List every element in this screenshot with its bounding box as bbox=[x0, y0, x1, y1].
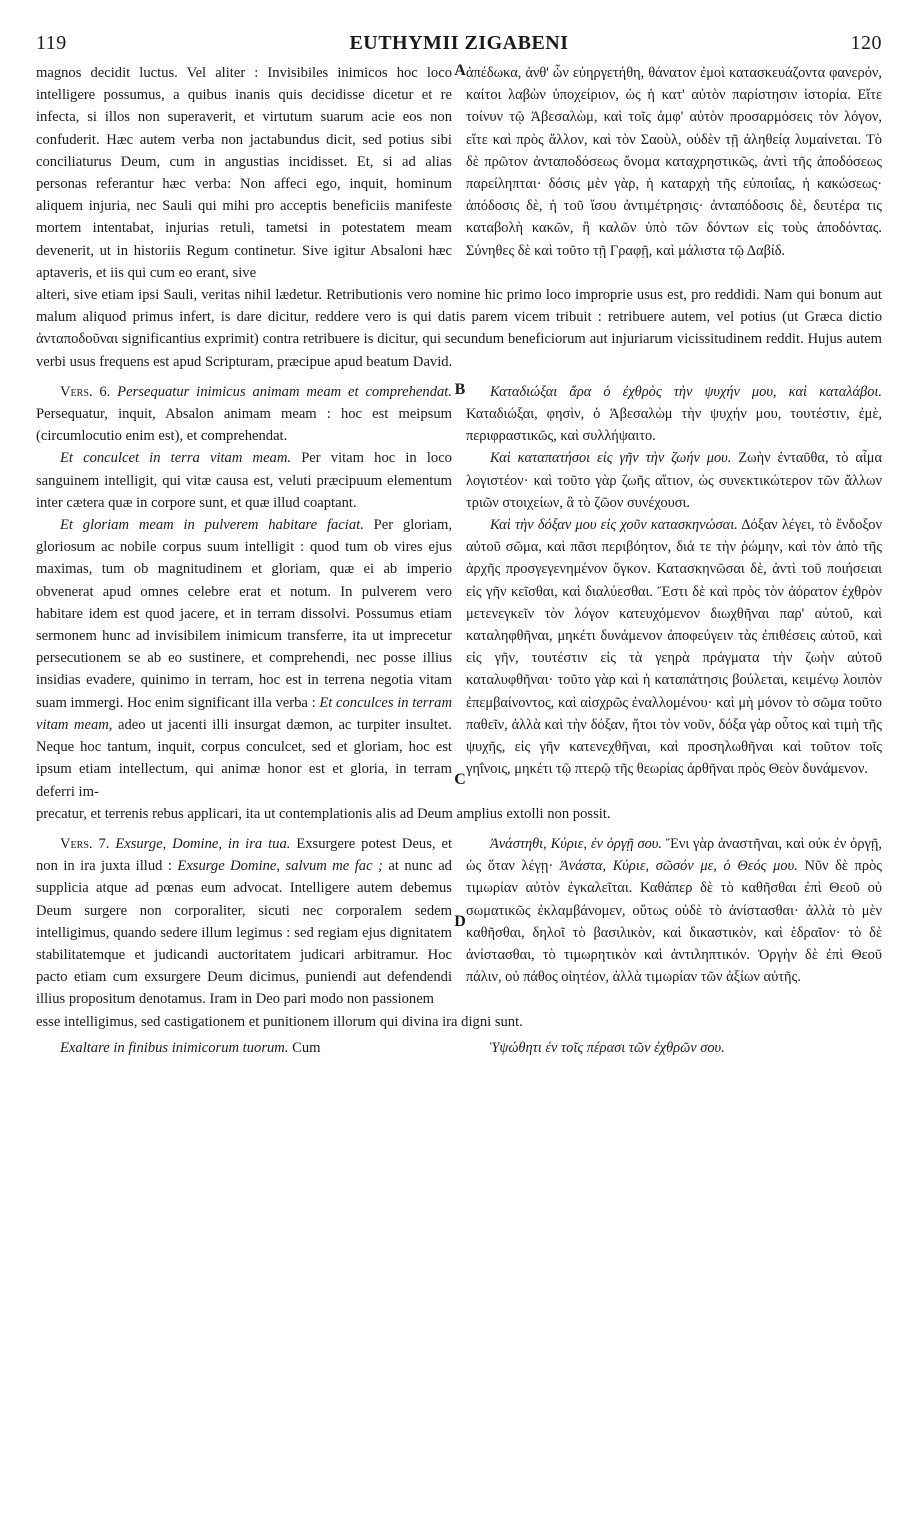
greek-quote: Ἀνάστα, Κύριε, σῶσόν με, ὁ Θεός μου. bbox=[559, 858, 798, 875]
greek-commentary: Νῦν δὲ πρὸς τιμωρίαν αὐτὸν ἐγκαλεῖται. Καθάπερ δὲ τὸ καθῆσθαι ἐπὶ Θεοῦ οὐ σωματικῶς ἐκλαμβάνομεν, οὕτως οὐδὲ τὸ ἀνίστασθαι· ἀλλὰ τὸ μὲν καθῆσθαι, δηλοῖ τὸ βασιλικὸν, καὶ δικαστικὸν, καὶ ἑδραῖον· τὸ δὲ ἀνίστασθαι, τὸ τιμωρητικὸν καὶ ἀντιληπτικόν. Ὀργὴν δὲ ἐπὶ Θεοῦ πάλιν, οὐ πάθος οἰητέον, ἀλλὰ τιμωρίαν τῶν ἀξίων αὐτῆς. bbox=[466, 858, 882, 986]
greek-lemma: Καὶ τὴν δόξαν μου εἰς χοῦν κατασκηνώσαι. bbox=[490, 517, 738, 534]
latin-verse-paragraph bbox=[36, 381, 452, 448]
greek-column bbox=[466, 381, 882, 803]
full-width-paragraph: precatur, et terrenis rebus applicari, ita ut contemplationis alis ad Deum amplius extolli non possit. bbox=[36, 805, 611, 822]
latin-commentary: Per vitam hoc in loco sanguinem intelligit, qui vitæ causa est, veluti præcipuum elementum inter cætera quæ in corpore sunt, et quæ illud coaptant. bbox=[36, 450, 452, 511]
latin-verse-paragraph bbox=[36, 514, 452, 803]
greek-verse-paragraph bbox=[466, 447, 882, 514]
greek-lemma: Ὑψώθητι ἐν τοῖς πέρασι τῶν ἐχθρῶν σου. bbox=[490, 1039, 725, 1056]
latin-column bbox=[36, 833, 452, 1011]
greek-column bbox=[466, 62, 882, 284]
latin-quote: Exsurge Domine, salvum me fac ; bbox=[177, 858, 383, 875]
latin-commentary: Exsurgere potest Deus, et non in ira juxta illud : bbox=[36, 835, 453, 875]
latin-column bbox=[36, 62, 452, 284]
latin-column bbox=[36, 381, 452, 803]
greek-commentary: Ἔνι γὰρ ἀναστῆναι, καὶ οὐκ ἐν ὀργῇ, ὡς ὅταν λέγῃ· bbox=[466, 835, 883, 875]
page bbox=[36, 28, 882, 1059]
greek-verse-paragraph bbox=[466, 514, 882, 780]
latin-commentary: adeo ut jacenti illi insurgat dæmon, ac turpiter insultet. Neque hoc tantum, inquit, corpus conculcet, sed et gloriam, hoc est ipsum etiam intellectum, qui animæ honor est et gloria, in terram deferri im- bbox=[36, 716, 452, 800]
greek-column bbox=[466, 833, 882, 1011]
page-number-right: 120 bbox=[850, 32, 882, 54]
greek-verse-paragraph bbox=[466, 833, 882, 988]
latin-commentary: Persequatur, inquit, Absalon animam meam : hoc est meipsum (circumlocutio enim est), et comprehendat. bbox=[36, 406, 452, 445]
greek-commentary: Δόξαν λέγει, τὸ ἔνδοξον αὐτοῦ σῶμα, καὶ πᾶσι περιβόητον, διά τε τὴν ῥώμην, καὶ τὸν ἀπὸ τῆς ἀρχῆς προσγεγενημένον ὄγκον. Κατασκηνῶσαι δὲ, ἀντὶ τοῦ ποιήσειαι εἰς γῆν κεῖσθαι, καὶ διαλύεσθαι. Ἔστι δὲ καὶ πρὸς τὸν ἀόρατον ἐχθρὸν μετενεγκεῖν τὸν λόγον κατευχόμενον διωχθῆναι παρ' αὐτοῦ, καὶ καταληφθῆναι, μηκέτι δυνάμενον ἀποφεύγειν τὰς ἐπιθέσεις αὐτοῦ, καὶ εἰς γῆν, τουτέστιν εἰς τὰ γεηρὰ πράγματα τὴν ζωὴν αὐτοῦ καταλυφθῆναι· τοῦτο γὰρ καὶ ἡ καταπάτησις βούλεται, κειμένῳ λοιπὸν ἐπεμβαίνοντος, καὶ αἰσχρῶς ἐναλλομένου· καὶ μὴ μόνον τὸ σῶμα τοῦτο παθεῖν, ἀλλὰ καὶ τὴν δόξαν, ἤτοι τὸν νοῦν, δόξα γὰρ οὗτος καὶ τιμὴ τῆς ψυχῆς, εἰς γῆν κατενεχθῆναι, καὶ προσηλωθῆναι καὶ τοῦτον τοῖς γηΐνοις, μηκέτι τῷ πτερῷ τῆς θεωρίας ἀρθῆναι πρὸς Θεὸν δυνάμενον. bbox=[466, 517, 882, 778]
greek-commentary: Ζωὴν ἐνταῦθα, τὸ αἷμα λογιστέον· καὶ τοῦτο γὰρ ζωῆς αἴτιον, ὡς συνεκτικώτερον τῶν ἄλλων τριῶν στοιχείων, ἃ τὸ ζῶον συνέχουσι. bbox=[466, 450, 883, 511]
greek-lemma: Ἀνάστηθι, Κύριε, ἐν ὀργῇ σου. bbox=[490, 835, 662, 852]
latin-lemma: Exaltare in finibus inimicorum tuorum. bbox=[60, 1039, 289, 1056]
section-b bbox=[36, 381, 882, 803]
section-marker-b: B bbox=[454, 380, 466, 398]
verse-number: Vers. 6. bbox=[60, 383, 111, 400]
latin-verse-paragraph bbox=[36, 1037, 452, 1059]
page-header bbox=[36, 28, 882, 62]
page-number-left: 119 bbox=[36, 32, 67, 54]
latin-paragraph: magnos decidit luctus. Vel aliter : Invisibiles inimicos hoc loco intelligere possumus, a quibus inanis quis decidisse dicetur et re infecta, si illos non superaverit, et virtutum suarum acie eos non confuderit. Hæc autem verba non jactabundus dicit, sed potius sibi conciliaturus Deum, cum in angustias incidisset. Et, si ad alias personas referantur hæc verba: Non affeci ego, inquit, hominum aliquem injuria, nec Sauli qui mihi pro acceptis beneficiis manifeste mortem intentabat, injurias retuli, tametsi in potestatem meam devenerit, ut in historiis Regum continetur. Sive igitur Absaloni hæc aptaveris, et iis qui cum eo erant, sive bbox=[36, 65, 452, 281]
greek-lemma: Καὶ καταπατήσοι εἰς γῆν τὴν ζωήν μου. bbox=[490, 450, 732, 467]
section-marker-c: C bbox=[454, 770, 466, 788]
latin-commentary: Cum bbox=[292, 1039, 321, 1056]
section-marker-d: D bbox=[454, 912, 466, 930]
section-e bbox=[36, 1037, 882, 1059]
verse-number: Vers. 7. bbox=[60, 835, 110, 852]
section-d bbox=[36, 833, 882, 1011]
running-title: EUTHYMII ZIGABENI bbox=[349, 32, 569, 54]
greek-verse-paragraph bbox=[466, 381, 882, 448]
latin-verse-paragraph bbox=[36, 447, 452, 514]
greek-verse-paragraph bbox=[466, 1037, 882, 1059]
latin-lemma: Et gloriam meam in pulverem habitare faciat. bbox=[60, 517, 364, 534]
latin-quote: Et conculces in terram vitam meam, bbox=[36, 694, 452, 733]
section-marker-a: A bbox=[454, 62, 466, 79]
full-width-paragraph: esse intelligimus, sed castigationem et punitionem illorum qui divina ira digni sunt. bbox=[36, 1013, 523, 1030]
latin-lemma: Persequatur inimicus animam meam et comprehendat. bbox=[117, 383, 452, 400]
latin-lemma: Et conculcet in terra vitam meam. bbox=[60, 450, 292, 467]
section-a bbox=[36, 62, 882, 284]
latin-lemma: Exsurge, Domine, in ira tua. bbox=[115, 835, 291, 852]
latin-column bbox=[36, 1037, 452, 1059]
greek-paragraph: ἀπέδωκα, ἀνθ' ὧν εὐηργετήθη, θάνατον ἐμοὶ κατασκευάζοντα φανερόν, καίτοι λαβὼν ὑποχείριον, ὡς ἡ κατ' αὐτὸν παρίστησιν ἱστορία. Εἴτε τοίνυν τῷ Ἀβεσαλὼμ, καὶ τοῖς ἀμφ' αὐτὸν προσαρμόσεις τὸν λόγον, εἴτε καὶ πρὸς ἄλλον, καὶ τὸν Σαοὺλ, οὐδὲν τῇ ἀληθείᾳ λυμαίνεται. Τὸ δὲ πρῶτον ἀνταποδόσεως ὄνομα καταχρηστικῶς, ἀντὶ τῆς ἀποδόσεως παρείληπται· δόσις μὲν γὰρ, ἡ καταρχὴ τῆς εὐποιΐας, ἡ κακώσεως· ἀπόδοσις δὲ, ἡ τοῦ ἴσου ἀντιμέτρησις· ἀνταπόδοσις δὲ, δευτέρα τις καταβολὴ κακῶν, ἢ καλῶν ὑπὸ τῶν δόντων εἰς τοὺς ἀποδόντας. Σύνηθες δὲ καὶ τοῦτο τῇ Γραφῇ, καὶ μάλιστα τῷ Δαβίδ. bbox=[466, 65, 882, 259]
greek-lemma: Καταδιώξαι ἄρα ὁ ἐχθρὸς τὴν ψυχήν μου, καὶ καταλάβοι. bbox=[490, 383, 882, 400]
full-width-paragraph: alteri, sive etiam ipsi Sauli, veritas nihil lædetur. Retributionis vero nomine hic primo loco improprie usus est, pro reddidi. Nam qui bonum aut malum aliquod primus infert, is dare dicitur, reddere vero is qui datis parem vicem tribuit : retribuere autem, vel potius (ut Græca dictio ἀνταποδοῦναι significantius exprimit) contra retribuere is dicitur, qui secundum beneficiorum aut injuriarum vicissitudinem reddit. Hujus autem verbi usus frequens est apud Scripturam, præcipue apud beatum David. bbox=[36, 287, 882, 370]
latin-commentary: Per gloriam, gloriosum ac nobile corpus suum intelligit : quod tum ob vires ejus maximas, tum ob magnitudinem et gloriam, quæ ei ab imperio obvenerat apud omnes celebre erat et notum. In pulverem vero habitare idem est quod jacere, et in terram dissolvi. Possumus etiam sermonem hunc ad invisibilem inimicum transferre, ita ut imprecetur persecutionem se ab eo sustinere, et comprehendi, nec posse illius insidias evadere, quinimo in terram, hoc est in terrena negotia vitam suam immergi. Hoc enim significant illa verba : bbox=[36, 517, 452, 711]
latin-verse-paragraph bbox=[36, 833, 452, 1011]
greek-column bbox=[466, 1037, 882, 1059]
latin-commentary: at nunc ad supplicia atque ad pœnas eum advocat. Intelligere autem debemus Deum surgere non corporaliter, sicuti nec corporalem sedem intelligimus, quando sedere illum legimus : sed regiam ejus dignitatem stabilitatemque et judicandi auctoritatem judicari arbitramur. Hoc pacto etiam cum exsurgere Deum dicimus, puniendi aut defendendi illius propositum denotamus. Iram in Deo pari modo non passionem bbox=[36, 858, 452, 1008]
greek-commentary: Καταδιώξαι, φησὶν, ὁ Ἀβεσαλὼμ τὴν ψυχήν μου, τουτέστιν, ἐμὲ, περιφραστικῶς, καὶ συλλήψαιτο. bbox=[466, 406, 882, 445]
